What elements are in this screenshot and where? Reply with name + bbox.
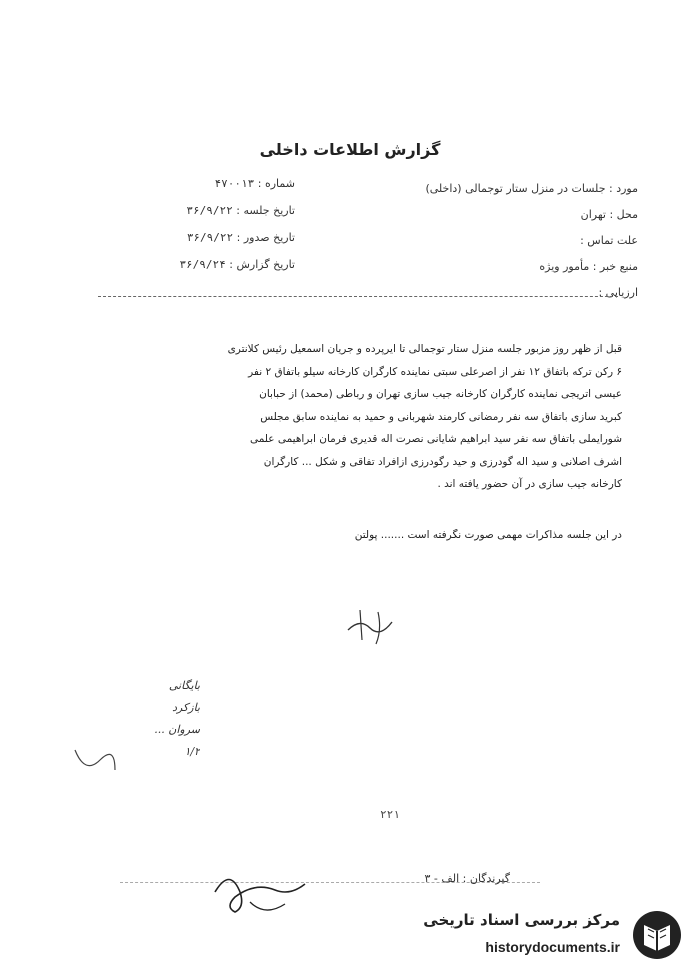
ref-value: ۳۶/۹/۲۴ [179,258,226,271]
watermark-url: historydocuments.ir [485,939,620,955]
report-body [62,338,622,496]
recipients-line: گیرندگان : الف - ۳ [424,872,510,885]
body-line: شورایملی باتفاق سه نفر سید ابراهیم شایانی نصرت اله قدیری فرمان ابراهیمی علمی [249,433,622,445]
handnote-line: سروان ... [154,723,200,736]
ref-field-issue-date [95,224,295,251]
body-line: اشرف اصلانی و سید اله گودرزی و حید رگودرزی ازافراد تفاقی و شکل ... کارگران [263,455,622,468]
ref-value: ۳۶/۹/۲۲ [186,231,234,244]
handnote-line: ۱/۲ [184,745,200,758]
body-line: قبل از ظهر روز مزبور جلسه منزل ستار توجمالی تا ایرپرده و جریان اسمعیل رئیس کلانتری [227,343,622,355]
header-fields [308,176,638,306]
closing-line: در این جلسه مذاکرات مهمی صورت نگرفته است ....... پولتن [354,529,622,541]
watermark [402,905,692,965]
ref-label: تاریخ صدور : [236,231,295,244]
header-field-location: محل : تهران [580,208,638,221]
handnote-line: بایگانی [168,679,200,692]
document-title: گزارش اطلاعات داخلی [259,140,441,159]
bottom-signature [205,862,315,922]
body-line: ۶ رکن ترکه باتفاق ۱۲ نفر از اصرعلی سبتی نماینده کارگران کارخانه سیلو باتفاق ۲ نفر [248,365,622,378]
header-divider [98,296,618,297]
body-line: کبرید سازی باتفاق سه نفر رمضانی کارمند شهربانی و حمید به نماینده سابق مجلس [260,410,622,423]
book-logo-icon [628,909,686,961]
header-field-source: منبع خبر : مأمور ویژه [539,260,638,273]
ref-value: ۳۶/۹/۲۲ [186,204,233,217]
handnote-line: بازکرد [172,701,200,714]
ref-label: تاریخ جلسه : [236,204,295,217]
body-line: کارخانه جیب سازی در آن حضور یافته اند . [437,478,622,490]
handnote-scribble [70,740,120,780]
reference-fields [95,170,295,278]
body-line: عیسی اتریجی نماینده کارگران کارخانه جیب سازی تهران و رباطی (محمد) از حبابان [259,388,622,400]
bottom-number: ۲۲۱ [380,808,400,821]
ref-label: شماره : [257,177,295,190]
signature-scribble [340,600,400,650]
header-field-assessment: ارزیابی : [598,286,638,299]
ref-label: تاریخ گزارش : [229,258,295,271]
watermark-title: مرکز بررسی اسناد تاریخی [423,911,620,929]
ref-field-report-date [95,251,295,278]
header-field-subject: مورد : جلسات در منزل ستار توجمالی (داخلی) [425,182,638,195]
ref-field-number [95,170,295,197]
ref-value: ۴۷۰۰۱۳ [214,177,255,190]
header-field-reason: علت تماس : [580,234,638,247]
ref-field-meeting-date [95,197,295,224]
